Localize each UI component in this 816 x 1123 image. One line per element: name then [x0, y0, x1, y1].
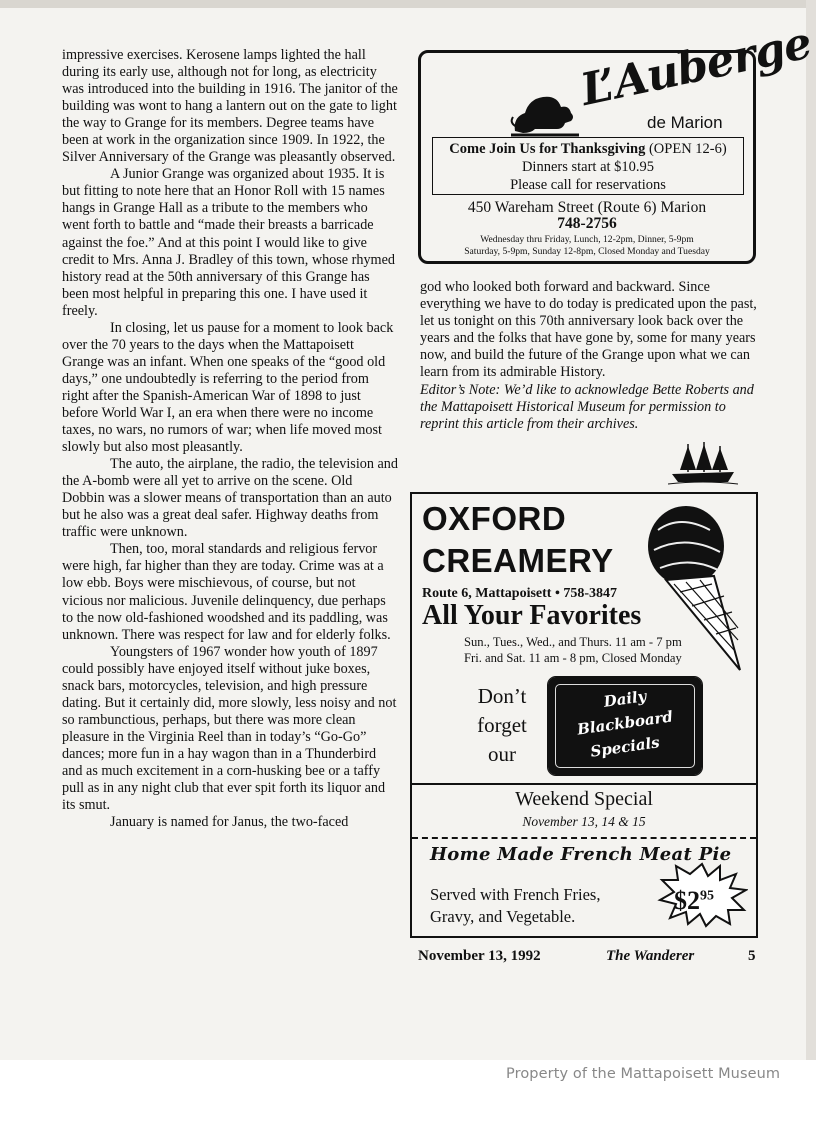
hours-line: Wednesday thru Friday, Lunch, 12-2pm, Dinner, 5-9pm [480, 234, 694, 245]
hours-line: Saturday, 5-9pm, Sunday 12-8pm, Closed Monday and Tuesday [464, 246, 710, 257]
divider [412, 783, 756, 785]
blackboard-line: Blackboard [576, 707, 674, 739]
footer-date: November 13, 1992 [418, 948, 541, 964]
sailing-ship-icon [668, 440, 738, 486]
article-paragraph: January is named for Janus, the two-faced [110, 814, 349, 831]
weekend-special-dates: November 13, 14 & 15 [522, 814, 646, 829]
reservations-note: Please call for reservations [510, 177, 666, 193]
dont-forget-line: Don’t [477, 684, 527, 708]
promo-headline: Come Join Us for Thanksgiving [449, 141, 646, 157]
editor-note: Editor’s Note: We’d like to acknowledge Bette Roberts and the Mattapoisett Historical Museum for permission to reprint this article from their archives. [420, 381, 754, 432]
article-paragraph: impressive exercises. Kerosene lamps lighted the hall during its early use, although not for long, as electricity was introduced into the building in 1916. The janitor of the building was wont to hang a lantern out on the gate to light the way to Grange for its members. Degree teams have been at work in the organization since 1909. In 1922, the Silver Anniversary of the Grange was pleasantly observed. [62, 47, 398, 166]
page-number: 5 [748, 948, 756, 964]
thanksgiving-promo-box [432, 137, 744, 195]
creamery-title-line: CREAMERY [422, 542, 614, 579]
creamery-title-line: OXFORD [422, 500, 567, 537]
article-paragraph: Youngsters of 1967 wonder how youth of 1897 could possibly have enjoyed itself without juke boxes, snack bars, motorcycles, television, and high pressure dating. But it certainly did, more slowly, less noisy and not so rambunctious, perhaps, but there was more clean pleasure in the Virginia Reel than in today’s “Go-Go” dances; more fun in a hay wagon than in a Thunderbird and as much excitement in a corn-husking bee or a taffy pull as in any night club that ever spit forth its liquor and its smut. [62, 643, 397, 814]
restaurant-address: 450 Wareham Street (Route 6) Marion [467, 199, 707, 216]
scan-edge-right [806, 0, 816, 1060]
article-paragraph: The auto, the airplane, the radio, the television and the A-bomb were all yet to arrive on the scene. Old Dobbin was a slower means of transportation than an auto but he also was a great deal safer. Highway deaths from traffic were unknown. [62, 456, 398, 541]
article-left-column [62, 47, 398, 831]
creamery-headline: All Your Favorites [422, 600, 642, 631]
promo-hours: (OPEN 12-6) [645, 141, 727, 157]
creamery-address-phone: Route 6, Mattapoisett • 758-3847 [422, 586, 618, 601]
restaurant-logo: L’Auberge [576, 17, 816, 117]
weekend-special-heading: Weekend Special [515, 788, 653, 810]
dont-forget-text [466, 682, 538, 769]
oxford-creamery-advertisement [410, 492, 758, 938]
lion-icon [505, 83, 585, 143]
dinner-price: Dinners start at $10.95 [521, 159, 655, 175]
article-right-column [420, 279, 760, 433]
dont-forget-line: our [488, 742, 516, 766]
dashed-divider [412, 837, 756, 839]
sides-line: Served with French Fries, [430, 885, 601, 904]
restaurant-subtitle: de Marion [647, 113, 723, 132]
creamery-hours [464, 634, 682, 666]
footer-publication: The Wanderer [606, 948, 695, 964]
restaurant-hours [421, 234, 753, 258]
article-paragraph: god who looked both forward and backward. Since everything we have to do today is predicated upon the past, let us tonight on this 70th anniversary look back over the years and the folks that have gone by, some for many years now, and build the future of the Grange upon what we can learn from its admirable History. [420, 279, 757, 381]
price-cents: 95 [700, 888, 714, 904]
article-paragraph: Then, too, moral standards and religious fervor were high, far higher than they are today. Crime was at a low ebb. Boys were mischievous, of course, but not vicious nor malicious. Juvenile delinquency, due perhaps to the now old-fashioned woodshed and its paddling, was unknown. There was respect for law and for elderly folks. [62, 541, 391, 643]
blackboard-line: Specials [589, 733, 661, 761]
special-price [674, 886, 714, 916]
scan-edge-top [0, 0, 816, 8]
hours-line: Sun., Tues., Wed., and Thurs. 11 am - 7 pm [464, 635, 682, 649]
sides-line: Gravy, and Vegetable. [430, 907, 576, 926]
article-paragraph: A Junior Grange was organized about 1935. It is but fitting to note here that an Honor Roll with 15 names hangs in Grange Hall as a tribute to the members who went forth to battle and “made their breasts a barricade against the foe.” And at this point I would like to give credit to Mrs. Anna J. Bradley of this town, whose rhymed history read at the 50th anniversary of this Grange has been most helpful in preparing this one. I have used it freely. [62, 166, 395, 319]
blackboard-specials-sign [548, 677, 702, 775]
article-paragraph: In closing, let us pause for a moment to look back over the 70 years to the days when the Mattapoisett Grange was an infant. When one speaks of the “good old days,” one undoubtedly is referring to the period from right after the Spanish-American War of 1898 to just before World War I, an era when there were no income taxes, no wars, no rumors of war; when life moved most slowly but also most pleasantly. [62, 319, 394, 456]
price-dollars: $2 [674, 886, 700, 915]
special-dish-name: Home Made French Meat Pie [430, 844, 732, 865]
auberge-advertisement [418, 17, 816, 264]
special-dish-sides [430, 884, 600, 928]
restaurant-phone: 748-2756 [557, 215, 617, 232]
hours-line: Fri. and Sat. 11 am - 8 pm, Closed Monday [464, 651, 682, 665]
dont-forget-line: forget [477, 713, 527, 737]
blackboard-line: Daily [602, 687, 648, 711]
museum-watermark: Property of the Mattapoisett Museum [506, 1066, 781, 1082]
